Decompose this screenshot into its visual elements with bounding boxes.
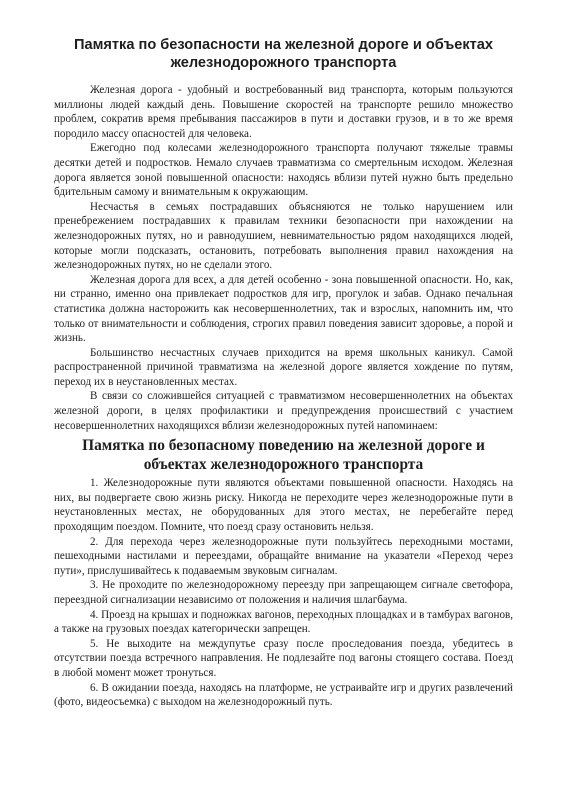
rule-item: 3. Не проходите по железнодорожному переезду при запрещающем сигнале светофора, переездной сигнализации независимо от положения и наличия шлагбаума. — [54, 579, 513, 606]
rule-item: 2. Для перехода через железнодорожные пути пользуйтесь переходными мостами, пешеходными настилами и переездами, обращайте внимание на указатели «Переход через пути», прислушивайтесь к подаваемым звуковым сигналам. — [54, 535, 513, 577]
intro-section — [54, 83, 513, 433]
intro-paragraph: Железная дорога - удобный и востребованный вид транспорта, которым пользуются миллионы людей каждый день. Повышение скоростей на транспорте решило множество проблем, сократив время пребывания пассажиров в пути и доставки грузов, и в то же время породило массу опасностей для человека. — [54, 84, 513, 140]
rule-item: 6. В ожидании поезда, находясь на платформе, не устраивайте игр и других развлечений (фото, видеосъемка) с выходом на железнодорожный путь. — [54, 681, 513, 709]
intro-paragraph: Ежегодно под колесами железнодорожного транспорта получают тяжелые травмы десятки детей и подростков. Немало случаев травматизма со смертельным исходом. Железная дорога является зоной повышенной опасности: находясь вблизи путей нужно быть предельно бдительным самому и внимательным к окружающим. — [54, 142, 513, 199]
intro-paragraph: Большинство несчастных случаев приходится на время школьных каникул. Самой распространенной причиной травматизма на железной дороге является хождение по путям, переход их в неустановленных местах. — [54, 346, 513, 388]
rule-item: 5. Не выходите на междупутье сразу после проследования поезда, убедитесь в отсутствии поезда встречного направления. Не подлезайте под вагоны стоящего состава. Поезд в любой момент может тронуться. — [54, 637, 513, 679]
page-title: Памятка по безопасности на железной дороге и объектах железнодорожного транспорта — [73, 37, 494, 71]
intro-paragraph: Железная дорога для всех, а для детей особенно - зона повышенной опасности. Но, как, ни странно, именно она привлекает подростков для игр, прогулок и забав. Однако печальная статистика должна насторожить как несовершеннолетних, так и взрослых, напомнить им, что только от внимательности и соблюдения, строгих правил поведения зависит здоровье, а порой и жизнь. — [54, 273, 513, 345]
rule-item: 1. Железнодорожные пути являются объектами повышенной опасности. Находясь на них, вы подвергаете свою жизнь риску. Никогда не переходите через железнодорожные пути в неустановленных местах, не оборудованных для этого местах, не перебегайте перед проходящим поездом. Помните, что поезд сразу остановить нельзя. — [54, 477, 513, 534]
rules-list — [54, 476, 513, 710]
intro-paragraph: Несчастья в семьях пострадавших объясняются не только нарушением или пренебрежением пострадавших к правилам техники безопасности при нахождении на железнодорожных путях, но и равнодушием, невнимательностью рядом находящихся людей, которые могли подсказать, остановить, потребовать выполнения правил нахождения на железнодорожных путях, но не сделали этого. — [54, 200, 513, 272]
section-subtitle: Памятка по безопасному поведению на железной дороге и объектах железнодорожного транспорта — [82, 437, 485, 474]
intro-paragraph: В связи со сложившейся ситуацией с травматизмом несовершеннолетних на объектах железной дороги, в целях профилактики и предупреждения происшествий с участием несовершеннолетних находящихся вблизи железнодорожных путей напоминаем: — [54, 390, 513, 432]
rule-item: 4. Проезд на крышах и подножках вагонов, переходных площадках и в тамбурах вагонов, а также на грузовых поездах категорически запрещен. — [54, 608, 513, 636]
